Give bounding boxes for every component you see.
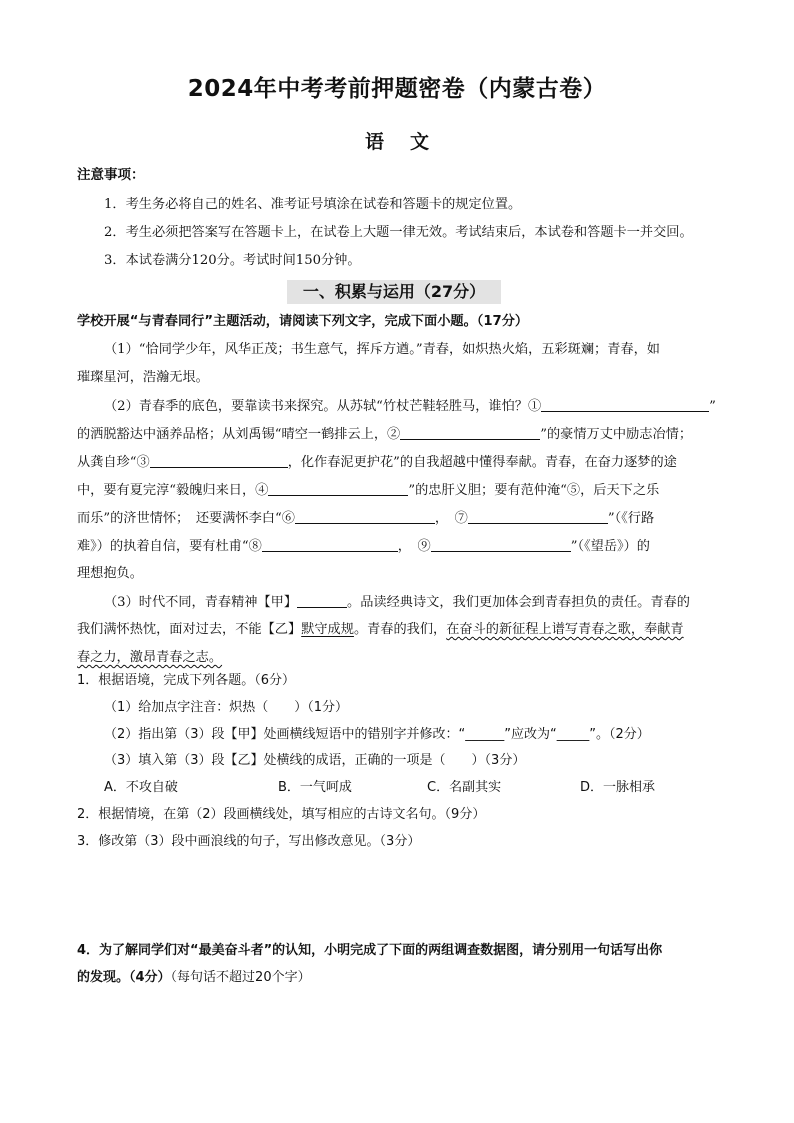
para1-line1: （1）“恰同学少年，风华正茂；书生意气，挥斥方遒。”青春，如炽热火焰，五彩斑斓；青春，如 [104, 342, 660, 357]
para2-line4: 中，要有夏完淳“毅魄归来日，④ ”的忠肝义胆；要有范仲淹“⑤，后天下之乐 [77, 483, 660, 498]
question-1-sub2: （2）指出第（3）段【甲】处画横线短语中的错别字并修改：“______”应改为“_____”。（2分） [104, 727, 650, 742]
para2-line2: 的洒脱豁达中涵养品格；从刘禹锡“晴空一鹤排云上，② ”的豪情万丈中励志冶情； [77, 427, 693, 442]
option-b: B．一气呵成 [278, 780, 352, 795]
notes-heading: 注意事项： [77, 167, 145, 183]
para1-line2: 璀璨星河，浩瀚无垠。 [77, 370, 209, 385]
para3-line3 [77, 649, 222, 667]
blank-2 [400, 425, 540, 440]
blank-1 [541, 397, 709, 412]
option-a: A．不攻自破 [104, 780, 178, 795]
question-3: 3．修改第（3）段中画浪线的句子，写出修改意见。（3分） [77, 834, 421, 849]
subject-char-2: 文 [410, 131, 430, 153]
para3-line2: 我们满怀热忱，面对过去，不能【乙】默守成规。青春的我们，在奋斗的新征程上谱写青春之歌，奉献青 [77, 622, 684, 637]
option-d: D．一脉相承 [580, 780, 656, 795]
blank-8 [262, 537, 398, 552]
para2-line5: 而乐”的济世情怀； 还要满怀李白“⑥ ， ⑦ ”（《行路 [77, 511, 655, 526]
note-item-2: 2．考生必须把答案写在答题卡上，在试卷上大题一律无效。考试结束后，本试卷和答题卡一并交回。 [104, 225, 693, 240]
blank-3 [150, 453, 288, 468]
question-1-sub1: （1）给加点字注音：炽热（ ）（1分） [104, 700, 349, 715]
yi-idiom: 默守成规 [301, 622, 354, 637]
blank-7 [468, 509, 608, 524]
question-1-stem: 1．根据语境，完成下列各题。（6分） [77, 673, 296, 688]
question-1-sub3: （3）填入第（3）段【乙】处横线的成语，正确的一项是（ ）（3分） [104, 753, 526, 768]
wavy-sentence-part2: 春之力，激昂青春之志。 [77, 650, 223, 665]
para2-line7: 理想抱负。 [77, 566, 143, 581]
subject-heading [0, 127, 794, 154]
option-c: C．名副其实 [427, 780, 502, 795]
para2-line3: 从龚自珍“③ ，化作春泥更护花”的自我超越中懂得奉献。青春，在奋力逐梦的途 [77, 455, 677, 470]
blank-6 [295, 509, 435, 524]
subject-char-1: 语 [364, 131, 384, 153]
para2-line1: （2）青春季的底色，要靠读书来探究。从苏轼“竹杖芒鞋轻胜马，谁怕？① ” [104, 399, 716, 414]
question-4-line1: 4．为了解同学们对“最美奋斗者”的认知，小明完成了下面的两组调查数据图，请分别用一句话写出你 [77, 943, 663, 958]
blank-4 [268, 481, 408, 496]
note-item-1: 1．考生务必将自己的姓名、准考证号填涂在试卷和答题卡的规定位置。 [104, 197, 522, 212]
section-heading: 一、积累与运用（27分） [287, 280, 501, 304]
para3-line1: （3）时代不同，青春精神【甲】 。品读经典诗文，我们更加体会到青春担负的责任。青春的 [104, 595, 690, 610]
note-item-3: 3．本试卷满分120分。考试时间150分钟。 [104, 253, 361, 268]
page-title: 2024年中考考前押题密卷（内蒙古卷） [187, 76, 607, 102]
question-4-line2: 的发现。（4分）（每句话不超过20个字） [77, 970, 311, 985]
blank-jia [297, 593, 347, 608]
wavy-sentence-part1: 在奋斗的新征程上谱写青春之歌，奉献青 [446, 622, 684, 637]
section-intro: 学校开展“与青春同行”主题活动，请阅读下列文字，完成下面小题。（17分） [77, 314, 529, 329]
para2-line6: 难》）的执着自信，要有杜甫“⑧ ， ⑨ ”（《望岳》）的 [77, 539, 650, 554]
blank-9 [431, 537, 571, 552]
question-2: 2．根据情境，在第（2）段画横线处，填写相应的古诗文名句。（9分） [77, 807, 486, 822]
